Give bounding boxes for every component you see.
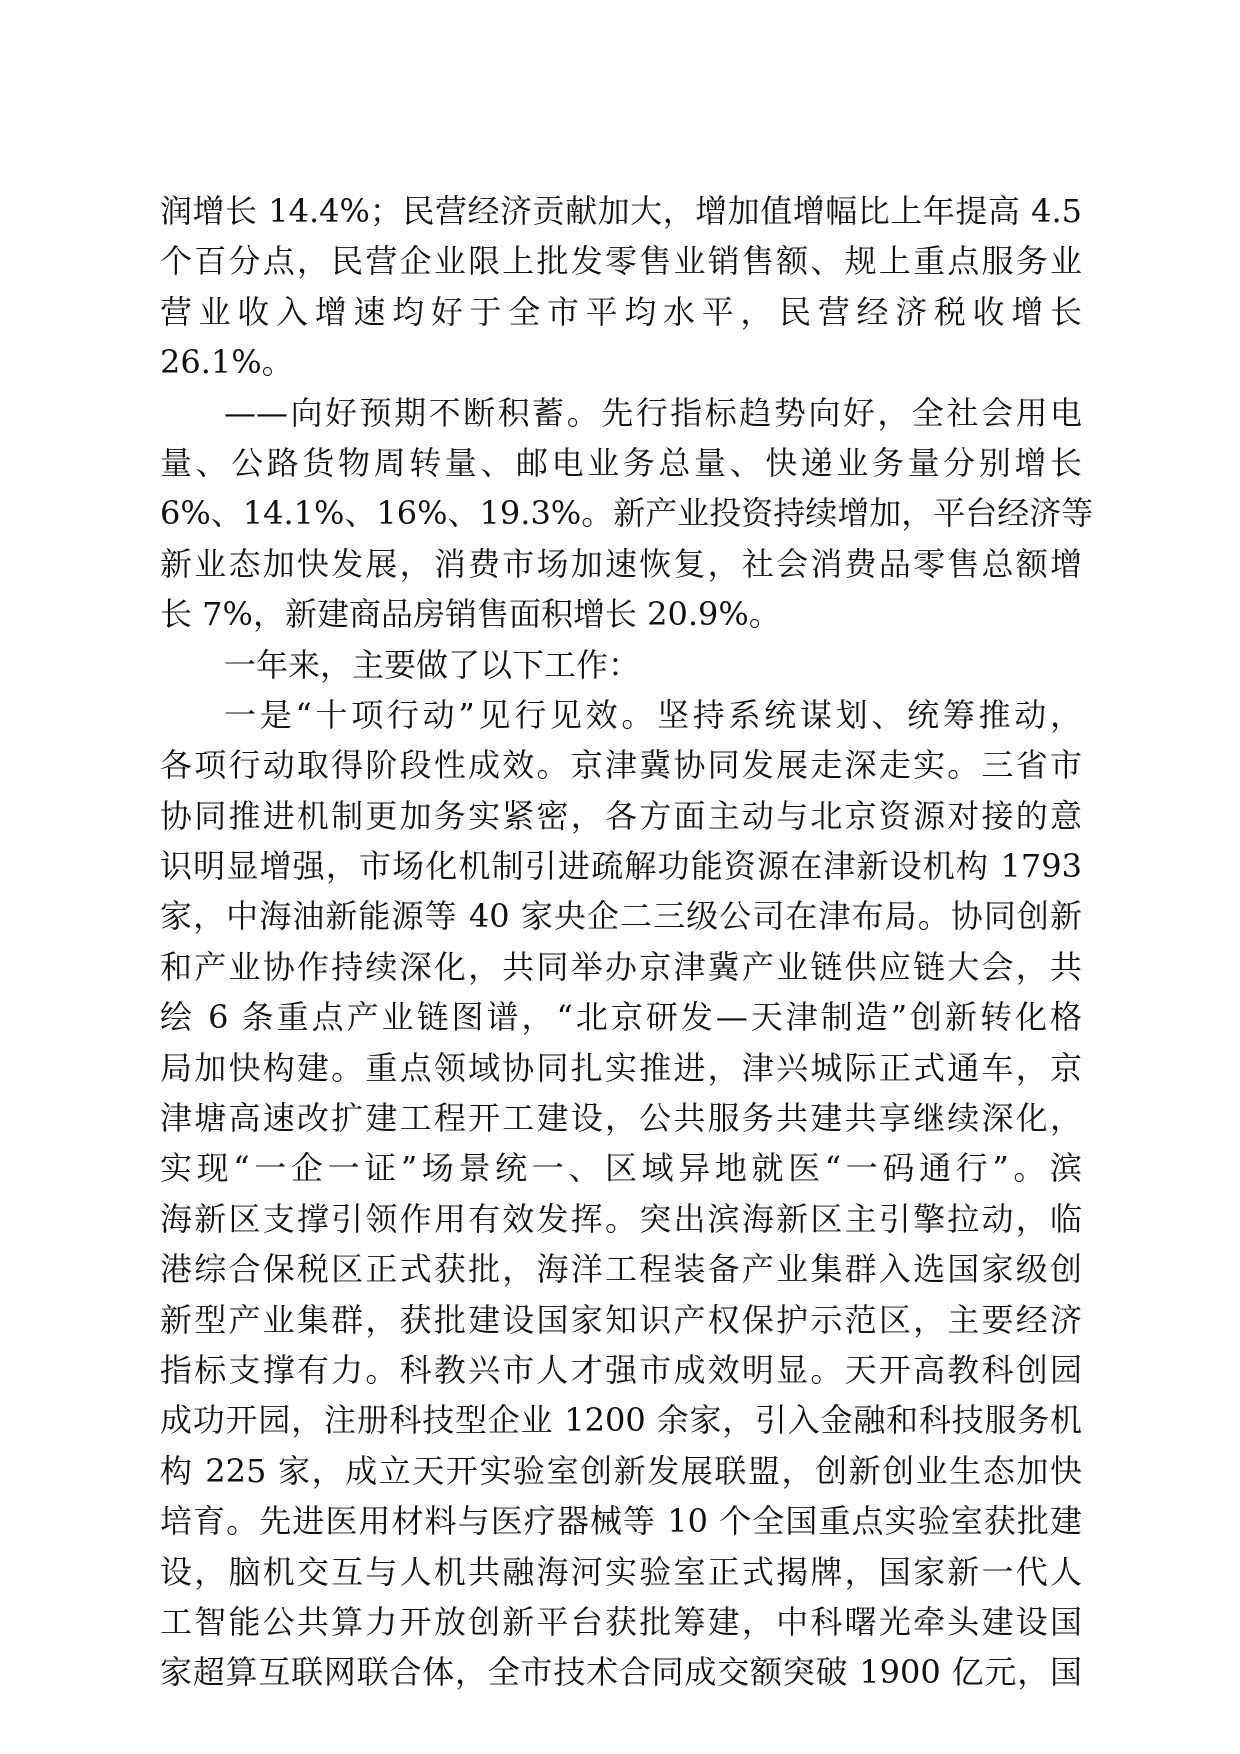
text-line: 新型产业集群，获批建设国家知识产权保护示范区，主要经济	[160, 1300, 1082, 1339]
text-line: 营业收入增速均好于全市平均水平，民营经济税收增长	[160, 292, 1082, 331]
text-line: 长 7%，新建商品房销售面积增长 20.9%。	[160, 595, 781, 634]
text-line: 培育。先进医用材料与医疗器械等 10 个全国重点实验室获批建	[160, 1502, 1082, 1541]
text-line: 港综合保税区正式获批，海洋工程装备产业集群入选国家级创	[160, 1250, 1082, 1289]
text-line: 海新区支撑引领作用有效发挥。突出滨海新区主引擎拉动，临	[160, 1199, 1082, 1238]
text-line: 一是“十项行动”见行见效。坚持系统谋划、统筹推动，	[224, 695, 1082, 734]
text-line: 构 225 家，成立天开实验室创新发展联盟，创新创业生态加快	[160, 1451, 1082, 1490]
text-line: 和产业协作持续深化，共同举办京津冀产业链供应链大会，共	[160, 947, 1082, 986]
text-line: 指标支撑有力。科教兴市人才强市成效明显。天开高教科创园	[160, 1350, 1082, 1389]
text-line: 津塘高速改扩建工程开工建设，公共服务共建共享继续深化，	[160, 1099, 1082, 1138]
text-line: 润增长 14.4%；民营经济贡献加大，增加值增幅比上年提高 4.5	[160, 192, 1082, 230]
text-line: ——向好预期不断积蓄。先行指标趋势向好，全社会用电	[224, 393, 1082, 432]
text-line: 实现“一企一证”场景统一、区域异地就医“一码通行”。滨	[160, 1149, 1082, 1188]
text-line: 个百分点，民营企业限上批发零售业销售额、规上重点服务业	[160, 242, 1082, 281]
text-line: 设，脑机交互与人机共融海河实验室正式揭牌，国家新一代人	[160, 1552, 1082, 1591]
text-line: 家，中海油新能源等 40 家央企二三级公司在津布局。协同创新	[160, 897, 1082, 936]
text-line: 6%、14.1%、16%、19.3%。新产业投资持续增加，平台经济等	[160, 494, 1094, 533]
text-line: 协同推进机制更加务实紧密，各方面主动与北京资源对接的意	[160, 796, 1082, 835]
text-line: 绘 6 条重点产业链图谱，“北京研发—天津制造”创新转化格	[160, 998, 1082, 1037]
text-line: 家超算互联网联合体，全市技术合同成交额突破 1900 亿元，国	[160, 1653, 1082, 1692]
text-line: 工智能公共算力开放创新平台获批筹建，中科曙光牵头建设国	[160, 1602, 1082, 1641]
text-line: 新业态加快发展，消费市场加速恢复，社会消费品零售总额增	[160, 544, 1082, 583]
text-line: 26.1%。	[160, 343, 294, 382]
body-text	[160, 186, 1094, 1698]
text-line: 识明显增强，市场化机制引进疏解功能资源在津新设机构 1793	[160, 847, 1082, 886]
text-line: 各项行动取得阶段性成效。京津冀协同发展走深走实。三省市	[160, 746, 1082, 785]
text-line: 量、公路货物周转量、邮电业务总量、快递业务量分别增长	[160, 443, 1082, 482]
text-line: 局加快构建。重点领域协同扎实推进，津兴城际正式通车，京	[160, 1048, 1082, 1087]
text-line: 一年来，主要做了以下工作：	[224, 645, 641, 684]
text-line: 成功开园，注册科技型企业 1200 余家，引入金融和科技服务机	[160, 1401, 1082, 1440]
